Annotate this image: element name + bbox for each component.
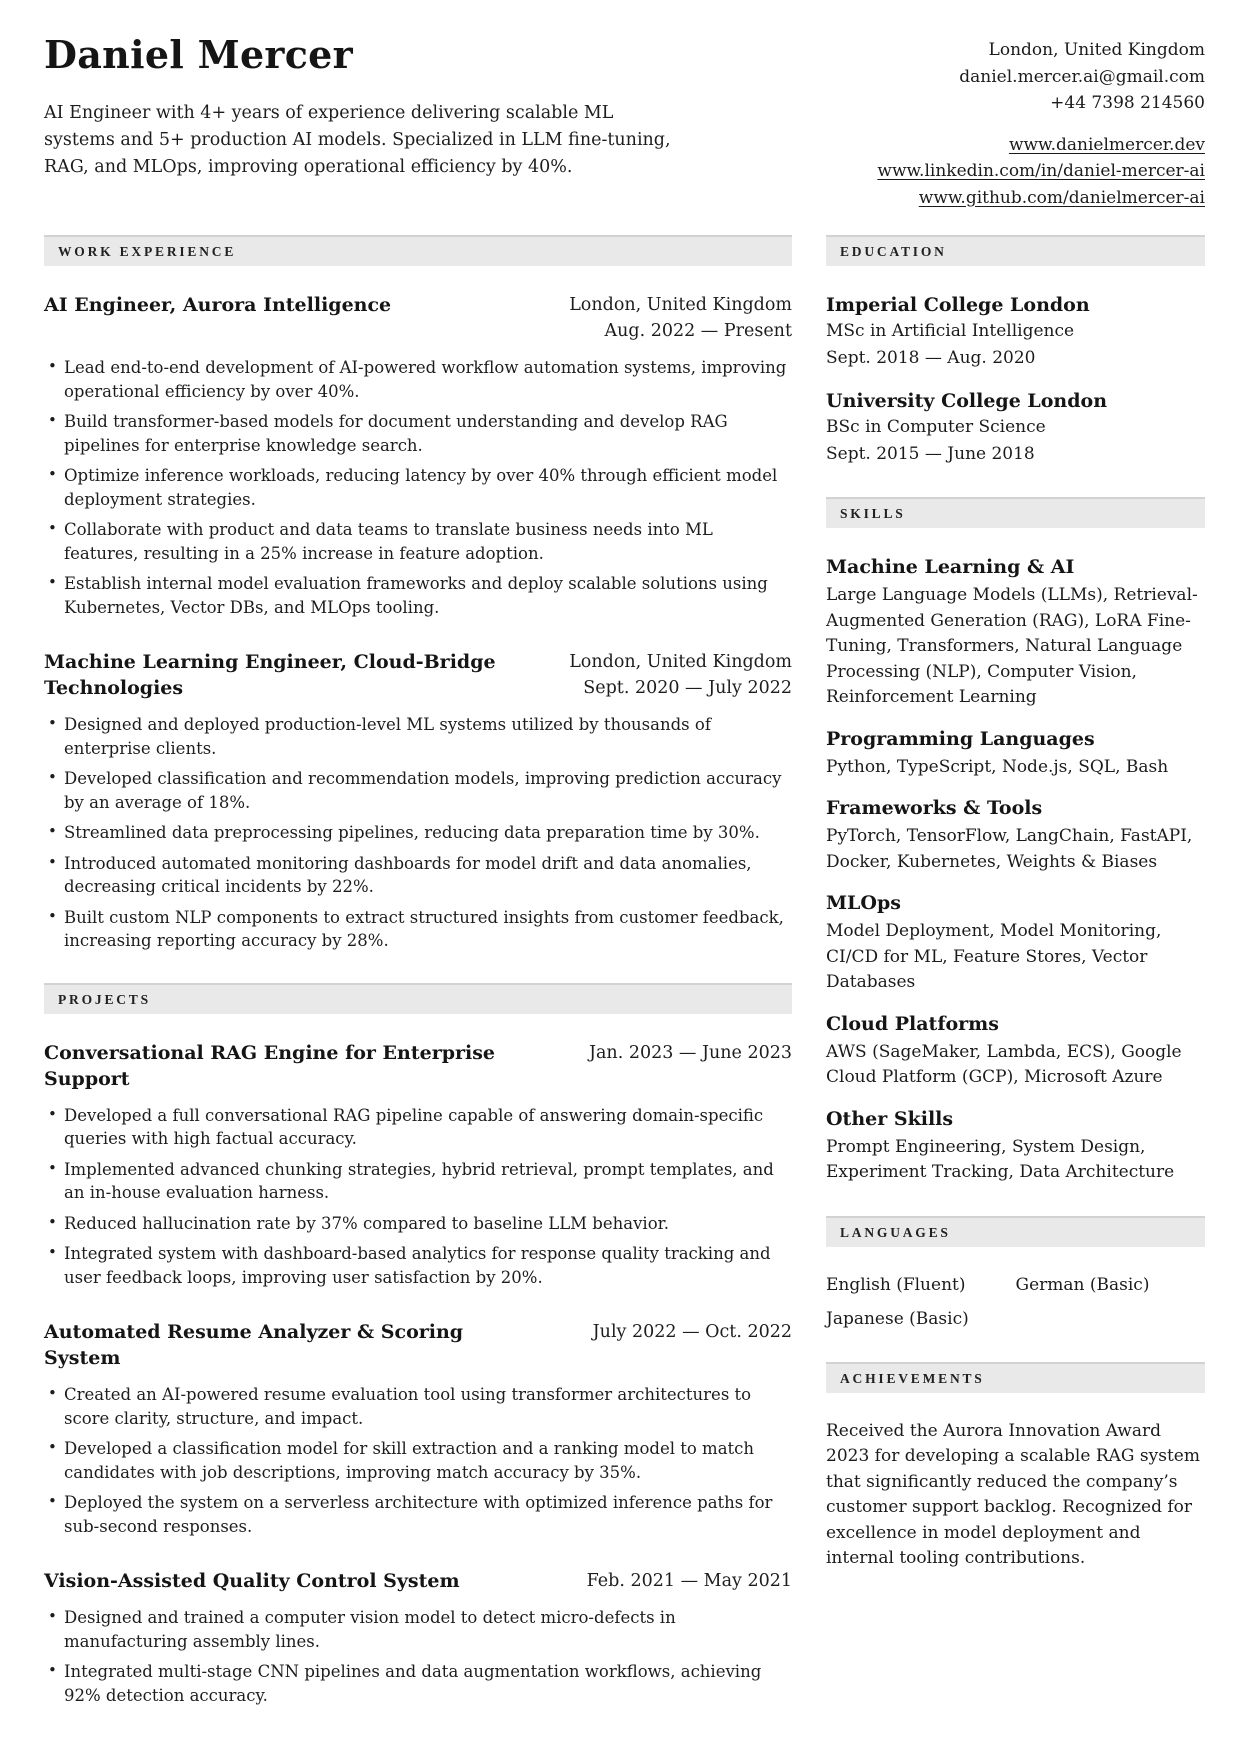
project-dates: Jan. 2023 — June 2023 — [588, 1042, 792, 1063]
achievement-paragraph: Received the Aurora Innovation Award 2023 for developing a scalable RAG system that significantly reduced the company’s customer support backlog. Recognized for excellence in model deployment and internal tooling contributions. — [826, 1420, 1200, 1568]
bullet-item: • Establish internal model evaluation frameworks and deploy scalable solutions using Kubernetes, Vector DBs, and MLOps tooling. — [44, 572, 792, 619]
project-dates: Feb. 2021 — May 2021 — [586, 1571, 792, 1591]
job-location: London, United Kingdom — [569, 295, 792, 315]
section-header-languages — [826, 1216, 1205, 1247]
job-title: Machine Learning Engineer, Cloud-Bridge Technologies — [44, 651, 496, 699]
website-link[interactable]: www.danielmercer.dev — [1008, 134, 1205, 155]
skill-group-title: MLOps — [826, 892, 901, 914]
job-dates: Aug. 2022 — Present — [604, 321, 792, 341]
skill-group-text: Python, TypeScript, Node.js, SQL, Bash — [826, 756, 1169, 777]
skill-group — [826, 1106, 1205, 1186]
project-entry — [44, 1040, 792, 1290]
section-header-projects — [44, 983, 792, 1014]
job-entry — [44, 649, 792, 953]
bullet-item: • Deployed the system on a serverless architecture with optimized inference paths for sub-second responses. — [44, 1491, 792, 1538]
degree: MSc in Artificial Intelligence — [826, 321, 1075, 341]
bullet-item: • Developed a full conversational RAG pipeline capable of answering domain-specific queries with high factual accuracy. — [44, 1104, 792, 1151]
bullet-item: • Integrated multi-stage CNN pipelines and data augmentation workflows, achieving 92% detection accuracy. — [44, 1660, 792, 1707]
project-dates: July 2022 — Oct. 2022 — [592, 1322, 792, 1342]
job-meta — [569, 649, 792, 701]
skill-group-title: Other Skills — [826, 1107, 954, 1130]
project-header — [44, 1319, 792, 1371]
linkedin-link[interactable]: www.linkedin.com/in/daniel-mercer-ai — [877, 161, 1205, 181]
bullet-item: • Streamlined data preprocessing pipelines, reducing data preparation time by 30%. — [44, 821, 792, 845]
section-header-education — [826, 235, 1205, 266]
section-title: SKILLS — [840, 506, 906, 521]
job-header — [44, 649, 792, 701]
skill-group-title: Frameworks & Tools — [826, 797, 1043, 819]
bullet-item: • Developed a classification model for skill extraction and a ranking model to match candidates with job descriptions, improving match accuracy by 35%. — [44, 1437, 792, 1484]
section-title: EDUCATION — [840, 244, 947, 259]
project-header — [44, 1040, 792, 1092]
skill-group — [826, 890, 1205, 996]
job-bullets — [44, 713, 792, 953]
skill-group — [826, 1011, 1205, 1091]
summary-paragraph: AI Engineer with 4+ years of experience delivering scalable ML systems and 5+ production AI models. Specialized in LLM fine-tuning, RAG, and MLOps, improving operational efficiency by 40%. — [44, 103, 671, 177]
bullet-item: • Designed and deployed production-level ML systems utilized by thousands of enterprise clients. — [44, 713, 792, 760]
bullet-item: • Created an AI-powered resume evaluation tool using transformer architectures to score clarity, structure, and impact. — [44, 1383, 792, 1430]
section-header-skills — [826, 497, 1205, 528]
degree: BSc in Computer Science — [826, 417, 1046, 437]
project-bullets — [44, 1383, 792, 1538]
project-title: Automated Resume Analyzer & Scoring System — [44, 1321, 464, 1369]
contact-email: daniel.mercer.ai@gmail.com — [959, 66, 1205, 87]
bullet-item: • Collaborate with product and data teams to translate business needs into ML features, resulting in a 25% increase in feature adoption. — [44, 518, 792, 565]
bullet-item: • Designed and trained a computer vision model to detect micro-defects in manufacturing assembly lines. — [44, 1606, 792, 1653]
bullet-item: • Introduced automated monitoring dashboards for model drift and data anomalies, decreasing critical incidents by 22%. — [44, 852, 792, 899]
section-header-achievements — [826, 1362, 1205, 1393]
contact-phone: +44 7398 214560 — [1050, 93, 1205, 113]
section-title: ACHIEVEMENTS — [840, 1370, 985, 1386]
job-bullets — [44, 356, 792, 619]
education-dates: Sept. 2018 — Aug. 2020 — [826, 348, 1036, 368]
contact-location: London, United Kingdom — [988, 40, 1205, 60]
languages-list — [826, 1273, 1205, 1332]
skill-group — [826, 726, 1205, 781]
project-bullets — [44, 1104, 792, 1290]
skill-group-title: Cloud Platforms — [826, 1012, 999, 1035]
job-dates: Sept. 2020 — July 2022 — [583, 678, 792, 698]
education-entry — [826, 292, 1205, 371]
job-title: AI Engineer, Aurora Intelligence — [44, 294, 392, 316]
resume-header — [44, 34, 1205, 211]
contact-block — [877, 34, 1205, 211]
skill-group-text: PyTorch, TensorFlow, LangChain, FastAPI, Docker, Kubernetes, Weights & Biases — [826, 826, 1193, 872]
bullet-item: • Integrated system with dashboard-based analytics for response quality tracking and user feedback loops, improving user satisfaction by 20%. — [44, 1242, 792, 1289]
skill-group — [826, 795, 1205, 875]
education-entry — [826, 388, 1205, 467]
skill-group-text: AWS (SageMaker, Lambda, ECS), Google Cloud Platform (GCP), Microsoft Azure — [826, 1041, 1182, 1087]
job-meta — [569, 292, 792, 344]
two-column-body — [44, 235, 1205, 1737]
job-entry — [44, 292, 792, 619]
section-title: PROJECTS — [58, 991, 151, 1007]
github-link[interactable]: www.github.com/danielmercer-ai — [918, 187, 1205, 208]
bullet-item: • Lead end-to-end development of AI-powered workflow automation systems, improving operational efficiency by over 40%. — [44, 356, 792, 403]
contact-gap — [877, 117, 1205, 132]
bullet-item: • Developed classification and recommendation models, improving prediction accuracy by an average of 18%. — [44, 767, 792, 814]
project-bullets — [44, 1606, 792, 1707]
section-header-work-experience — [44, 235, 792, 266]
bullet-item: • Built custom NLP components to extract structured insights from customer feedback, increasing reporting accuracy by 28%. — [44, 906, 792, 953]
skill-group-text: Prompt Engineering, System Design, Experiment Tracking, Data Architecture — [826, 1136, 1175, 1182]
bullet-item: • Implemented advanced chunking strategies, hybrid retrieval, prompt templates, and an in-house evaluation harness. — [44, 1158, 792, 1205]
header-left — [44, 34, 689, 181]
section-title: WORK EXPERIENCE — [58, 244, 237, 259]
sidebar-column — [826, 235, 1205, 1737]
school-name: Imperial College London — [826, 294, 1090, 316]
skill-group-text: Model Deployment, Model Monitoring, CI/CD for ML, Feature Stores, Vector Databases — [826, 921, 1162, 992]
language-item: English (Fluent) — [826, 1274, 966, 1295]
skill-group-text: Large Language Models (LLMs), Retrieval-Augmented Generation (RAG), LoRA Fine-Tuning, Transformers, Natural Language Processing (NLP), Computer Vision, Reinforcement Learning — [826, 585, 1198, 707]
language-item: Japanese (Basic) — [826, 1308, 969, 1329]
bullet-item: • Reduced hallucination rate by 37% compared to baseline LLM behavior. — [44, 1212, 792, 1236]
project-header — [44, 1568, 792, 1594]
school-name: University College London — [826, 390, 1108, 412]
bullet-item: • Optimize inference workloads, reducing latency by over 40% through efficient model deployment strategies. — [44, 464, 792, 511]
section-title: LANGUAGES — [840, 1224, 951, 1240]
project-entry — [44, 1568, 792, 1707]
project-title: Vision-Assisted Quality Control System — [44, 1570, 460, 1592]
job-header — [44, 292, 792, 344]
job-location: London, United Kingdom — [569, 652, 792, 672]
skill-group-title: Programming Languages — [826, 727, 1095, 750]
project-title: Conversational RAG Engine for Enterprise Support — [44, 1041, 496, 1090]
education-dates: Sept. 2015 — June 2018 — [826, 444, 1035, 464]
bullet-item: • Build transformer-based models for document understanding and develop RAG pipelines for enterprise knowledge search. — [44, 410, 792, 457]
main-column — [44, 235, 792, 1737]
skill-group — [826, 554, 1205, 711]
person-name: Daniel Mercer — [44, 32, 353, 77]
skill-group-title: Machine Learning & AI — [826, 556, 1075, 578]
language-item: German (Basic) — [1015, 1274, 1150, 1295]
project-entry — [44, 1319, 792, 1538]
